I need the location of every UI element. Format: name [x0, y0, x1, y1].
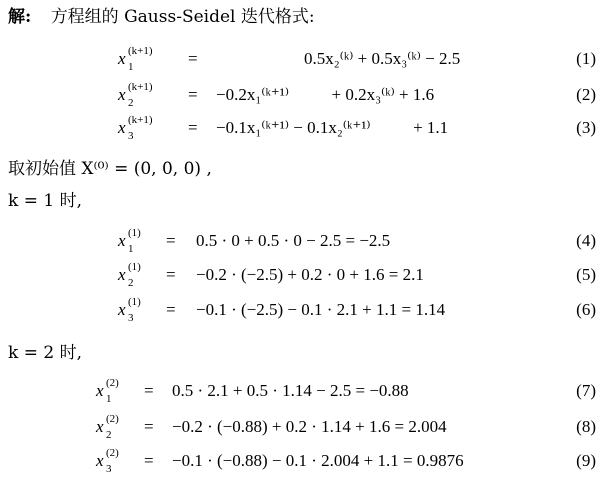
iter2-eq-2: x (2) 2 = −0.2 · (−0.88) + 0.2 · 1.14 + 1.6 = 2.004 — [96, 413, 447, 441]
iter1-eq-1: x (1) 1 = 0.5 · 0 + 0.5 · 0 − 2.5 = −2.5 — [118, 227, 391, 255]
eq1-rhs: 0.5x₂⁽ᵏ⁾ + 0.5x₃⁽ᵏ⁾ − 2.5 — [304, 49, 461, 68]
eq-number-8: (8) — [576, 417, 596, 436]
eq-number-1: (1) — [576, 49, 596, 68]
eq-number-7: (7) — [576, 381, 596, 400]
iter1-eq-2: x (1) 2 = −0.2 · (−2.5) + 0.2 · 0 + 1.6 = 2.1 — [118, 261, 424, 289]
eq1-lhs: x (k+1) 1 — [118, 45, 153, 73]
solution-label: 解: — [8, 7, 32, 27]
system-eq-3 — [118, 114, 449, 142]
eq-number-6: (6) — [576, 300, 596, 319]
system-eq-1 — [118, 45, 461, 73]
eq-number-5: (5) — [576, 265, 596, 284]
eq3-lhs: x (k+1) 3 — [118, 114, 153, 142]
eq1-equals: = — [188, 49, 198, 68]
eq-number-4: (4) — [576, 231, 596, 250]
eq-number-2: (2) — [576, 85, 596, 104]
eq3-equals: = — [188, 118, 198, 137]
eq2-lhs: x (k+1) 2 — [118, 81, 153, 109]
intro-line — [8, 6, 315, 28]
system-eq-2 — [118, 81, 435, 109]
intro-text: 方程组的 Gauss-Seidel 迭代格式: — [50, 7, 315, 27]
iter1-eq-3: x (1) 3 = −0.1 · (−2.5) − 0.1 · 2.1 + 1.1 = 1.14 — [118, 296, 446, 324]
eq-number-9: (9) — [576, 451, 596, 470]
iter2-eq-1: x (2) 1 = 0.5 · 2.1 + 0.5 · 1.14 − 2.5 = −0.88 — [96, 377, 409, 405]
initial-value: 取初始值 X⁽⁰⁾ = (0, 0, 0) , — [8, 159, 212, 179]
eq3-rhs: −0.1x₁⁽ᵏ⁺¹⁾ − 0.1x₂⁽ᵏ⁺¹⁾ + 1.1 — [216, 118, 449, 137]
eq2-rhs: −0.2x₁⁽ᵏ⁺¹⁾ + 0.2x₃⁽ᵏ⁾ + 1.6 — [216, 85, 435, 104]
iter2-eq-3: x (2) 3 = −0.1 · (−0.88) − 0.1 · 2.004 + 1.1 = 0.9876 — [96, 447, 464, 475]
eq2-equals: = — [188, 85, 198, 104]
k2-label: k = 2 时, — [8, 343, 82, 363]
k1-label: k = 1 时, — [8, 191, 82, 211]
eq-number-3: (3) — [576, 118, 596, 137]
